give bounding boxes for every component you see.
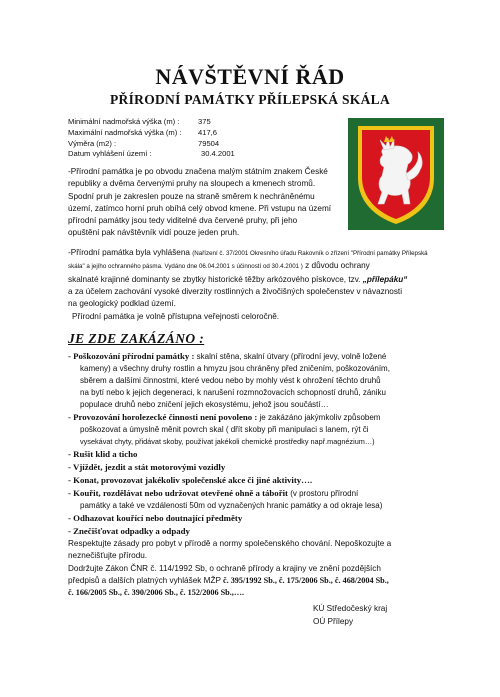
signature-municipality: OÚ Přílepy xyxy=(313,616,354,626)
access-paragraph: Přírodní památka je volně přístupna veřejnosti celoročně. xyxy=(72,312,280,321)
item-text: památky a také ve vzdálenosti 50m od vyznačených hranic památky a od okraje lesa) xyxy=(80,501,383,510)
text-span: „přílepáku“ xyxy=(362,274,408,284)
page-subtitle: PŘÍRODNÍ PAMÁTKY PŘÍLEPSKÁ SKÁLA xyxy=(110,92,390,107)
text-line: Respektujte zásady pro pobyt v přírodě a normy společenského chování. Nepoškozujte a xyxy=(68,539,392,548)
footer-paragraph xyxy=(68,538,440,599)
text-span: předpisů a dalších platných vyhlášek MŽP xyxy=(68,575,221,585)
signature-block xyxy=(313,603,387,628)
item-text: vysekávat chyty, přidávat skoby, používat jakékoli chemické prostředky např.magnézium…) xyxy=(80,437,375,446)
item-text: skalní stěna, skalní útvary (přírodní jevy, volně ložené xyxy=(194,352,387,361)
law-references: č. 166/2005 Sb., č. 390/2006 Sb., č. 152/2006 Sb.,…. xyxy=(68,588,245,598)
list-item xyxy=(68,448,443,461)
item-text: poškozovat a úmyslně měnit povrch skal ( dřít skoby při manipulaci s lanem, rýt či xyxy=(80,425,369,434)
declaration-lead: -Přírodní památka byla vyhlášena xyxy=(68,248,190,257)
item-title: - Odhazovat kouřící nebo doutnající předměty xyxy=(68,513,243,523)
fact-value: 79504 xyxy=(198,138,220,148)
text-span: skalnaté krajinné dominanty se zbytky historické těžby arkózového pískovce, tzv. xyxy=(68,274,361,284)
fact-value: 375 xyxy=(198,117,211,126)
text-line xyxy=(68,247,440,274)
text-line: přírodní památky jsou tedy viditelné dva červené pruhy, při jeho xyxy=(68,216,298,226)
list-item xyxy=(68,525,443,538)
signature-authority: KÚ Středočeský kraj xyxy=(313,604,388,613)
fact-label: Výměra (m2) : xyxy=(68,138,117,148)
fact-label: Datum vyhlášení území : xyxy=(68,149,152,159)
declaration-paragraph xyxy=(68,247,440,310)
text-line: -Přírodní památka je po obvodu značena malým státním znakem České xyxy=(68,167,328,176)
text-line: Dodržujte Zákon ČNR č. 114/1992 Sb, o ochraně přírody a krajiny ve znění pozdějších xyxy=(68,563,381,573)
item-title: - Provozování horolezecké činnosti není povoleno : xyxy=(68,412,258,422)
declaration-tail: z důvodu ochrany xyxy=(305,261,370,271)
prohibited-heading: JE ZDE ZAKÁZÁNO : xyxy=(68,331,205,346)
declaration-regulation: (Nařízení č. 37/2001 Okresního úřadu Rakovník o zřízení "Přírodní památky Přílepská skála" a jejího ochranného pásma. Vydáno dne 06.04.2001 s účinností od 30.4.2001 ) xyxy=(68,250,428,271)
text-line: Spodní pruh je zakreslen pouze na straně směrem k nechráněnému xyxy=(68,191,315,201)
text-line xyxy=(68,575,440,587)
item-title: - Rušit klid a ticho xyxy=(68,449,138,459)
list-item xyxy=(68,461,443,474)
czech-coat-of-arms-icon xyxy=(348,118,444,230)
list-item xyxy=(68,512,443,525)
item-text: je zakázáno jakýmkoliv způsobem xyxy=(257,413,381,422)
page-title: NÁVŠTĚVNÍ ŘÁD xyxy=(155,64,345,89)
item-text: na bytí nebo k jejich degeneraci, k narušení rozmnožovacích schopností druhů, zániku xyxy=(80,388,386,397)
text-line: neznečišťujte přírodu. xyxy=(68,551,148,561)
text-line xyxy=(68,274,440,286)
text-line: a za účelem zachování vysoké diverzity rostlinných a živočišných společenstev v návaznosti xyxy=(68,286,403,296)
fact-label: Minimální nadmořská výška (m) : xyxy=(68,117,180,126)
item-title: - Znečišťovat odpadky a odpady xyxy=(68,526,190,536)
prohibited-list xyxy=(68,350,443,538)
text-line: republiky a dvěma červenými pruhy na sloupech a kmenech stromů. xyxy=(68,179,316,189)
item-text: kameny) a všechny druhy rostlin a hmyzu jsou chráněny před zničením, poškozováním, xyxy=(80,364,390,373)
item-text: sběrem a dalšími činnostmi, které vedou nebo by mohly vést k ohrožení těchto druhů xyxy=(80,376,381,385)
list-item xyxy=(68,474,443,487)
list-item xyxy=(68,487,443,512)
fact-value: 417,6 xyxy=(198,127,218,137)
item-title: - Poškozování přírodní památky : xyxy=(68,351,195,361)
law-references: č. 395/1992 Sb., č. 175/2006 Sb., č. 468/2004 Sb., xyxy=(220,575,389,585)
item-text: populace druhů nebo zničení jejich ekosystému, jehož jsou součástí… xyxy=(80,400,329,409)
text-line: území, zatímco horní pruh obíhá celý obvod kmene. Při vstupu na území xyxy=(68,203,332,213)
fact-value: 30.4.2001 xyxy=(201,149,235,159)
text-line: opuštění pak návštěvník vidí pouze jeden pruh. xyxy=(68,228,240,238)
text-line: na geologický podklad území. xyxy=(68,299,176,309)
fact-label: Maximální nadmořská výška (m) : xyxy=(68,127,182,137)
list-item xyxy=(68,350,443,411)
list-item xyxy=(68,411,443,448)
item-title: - Kouřit, rozdělávat nebo udržovat otevřené ohně a tábořit xyxy=(68,488,288,498)
item-text: (v prostoru přírodní xyxy=(287,489,359,498)
item-title: - Konat, provozovat jakékoliv společenské akce či jiné aktivity…. xyxy=(68,475,313,485)
item-title: - Vjíždět, jezdit a stát motorovými vozidly xyxy=(68,462,226,472)
marking-paragraph xyxy=(68,166,331,240)
